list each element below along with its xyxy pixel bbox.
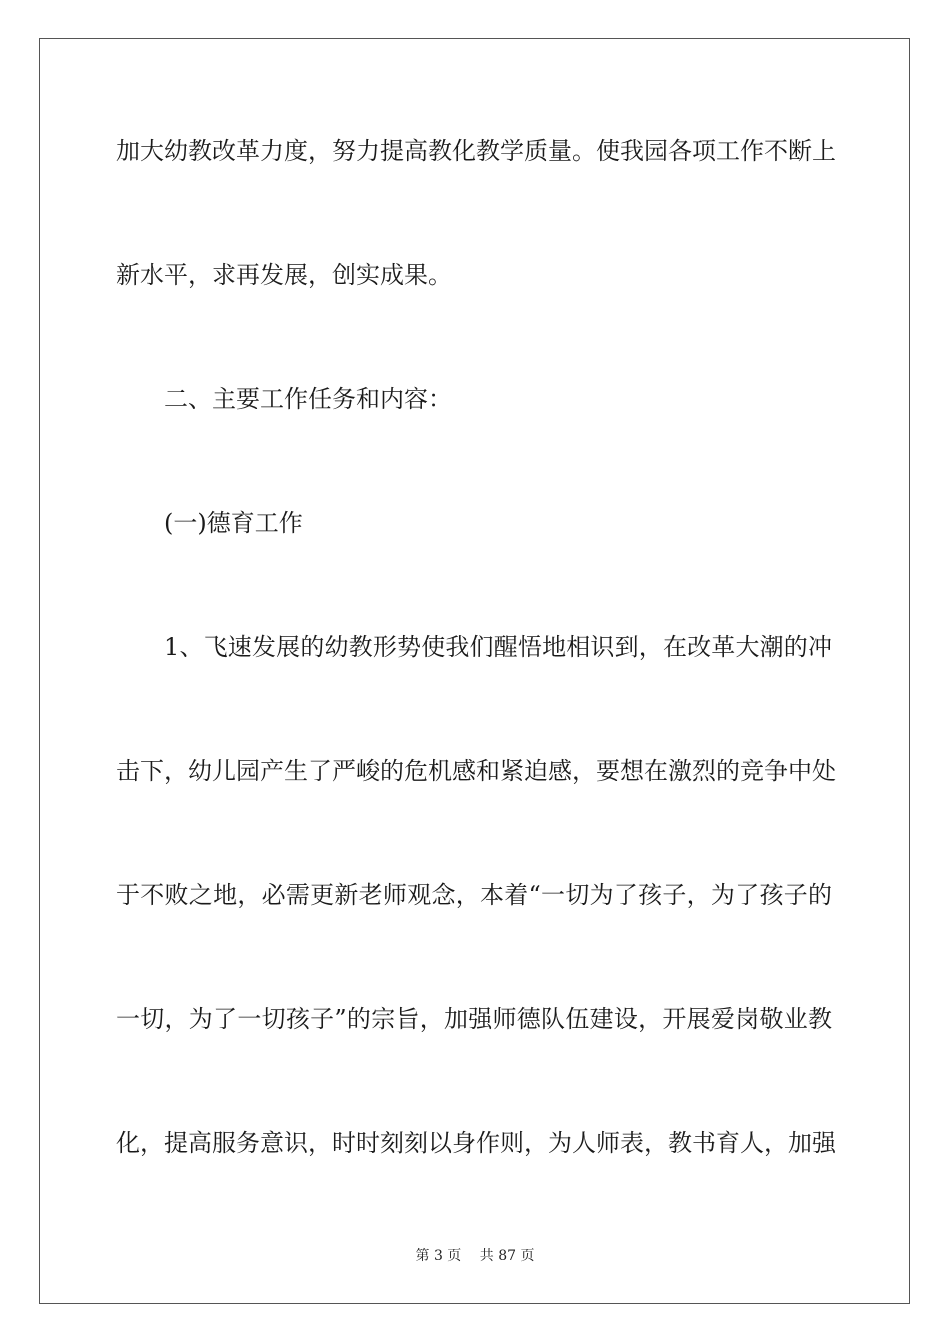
section-heading: 二、主要工作任务和内容： xyxy=(164,385,452,413)
page-frame xyxy=(39,38,910,1304)
body-text-line-1: 加大幼教改革力度，努力提高教化教学质量。使我园各项工作不断上 xyxy=(116,137,836,165)
subsection-heading: (一)德育工作 xyxy=(164,509,303,537)
body-text-line-2: 新水平，求再发展，创实成果。 xyxy=(116,261,452,289)
body-text-line-6: 击下，幼儿园产生了严峻的危机感和紧迫感，要想在激烈的竞争中处 xyxy=(116,757,836,785)
body-text-line-5: 1、飞速发展的幼教形势使我们醒悟地相识到，在改革大潮的冲 xyxy=(164,633,832,661)
body-text-line-8: 一切，为了一切孩子”的宗旨，加强师德队伍建设，开展爱岗敬业教 xyxy=(116,1005,832,1033)
body-text-line-7: 于不败之地，必需更新老师观念，本着“一切为了孩子，为了孩子的 xyxy=(116,881,832,909)
page-number-footer: 第 3 页 共 87 页 xyxy=(415,1248,535,1264)
body-text-line-9: 化，提高服务意识，时时刻刻以身作则，为人师表，教书育人，加强 xyxy=(116,1129,836,1157)
